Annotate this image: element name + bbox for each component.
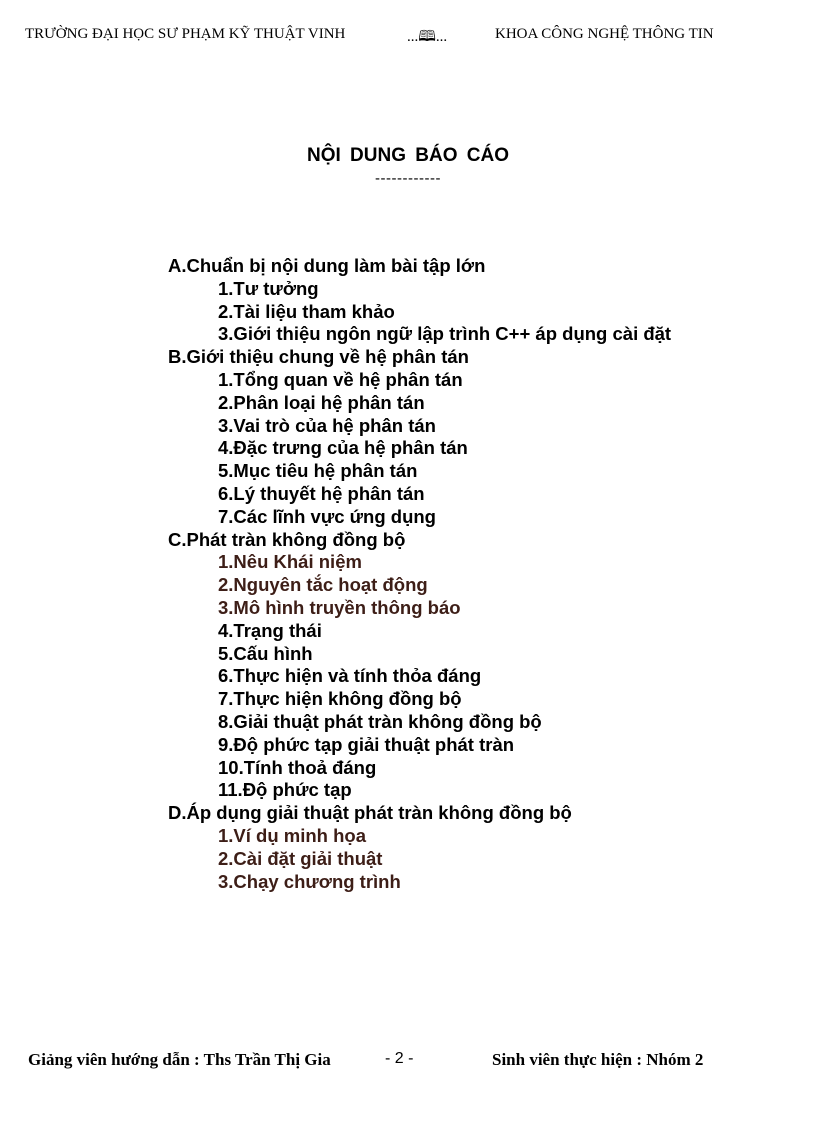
toc-item: 4.Trạng thái [218, 619, 322, 641]
toc-item: 1.Tổng quan về hệ phân tán [218, 368, 463, 390]
toc-item: 10.Tính thoả đáng [218, 756, 377, 778]
page-header [0, 26, 816, 50]
toc-section-heading: C.Phát tràn không đồng bộ [168, 528, 406, 550]
school-name: TRƯỜNG ĐẠI HỌC SƯ PHẠM KỸ THUẬT VINH [25, 26, 346, 42]
page-number: - 2 - [385, 1050, 414, 1067]
instructor-info: Giảng viên hướng dẫn : Ths Trần Thị Gia [28, 1050, 331, 1069]
toc-item: 7.Các lĩnh vực ứng dụng [218, 505, 436, 527]
toc-item: 1.Nêu Khái niệm [218, 551, 362, 573]
toc-item: 4.Đặc trưng của hệ phân tán [218, 437, 468, 459]
page-footer [0, 1050, 816, 1074]
toc-item: 2.Cài đặt giải thuật [218, 847, 383, 869]
toc-item: 3.Giới thiệu ngôn ngữ lập trình C++ áp dụng cài đặt [218, 323, 672, 345]
toc-item: 7.Thực hiện không đồng bộ [218, 688, 462, 710]
title-rule: ------------ [375, 170, 441, 187]
toc-item: 1.Ví dụ minh họa [218, 824, 367, 846]
students-info: Sinh viên thực hiện : Nhóm 2 [492, 1050, 704, 1069]
toc-item: 1.Tư tưởng [218, 277, 319, 299]
toc-item: 5.Cấu hình [218, 642, 313, 664]
toc-item: 5.Mục tiêu hệ phân tán [218, 460, 418, 482]
toc-section-heading: B.Giới thiệu chung về hệ phân tán [168, 346, 469, 368]
toc-section-heading: A.Chuẩn bị nội dung làm bài tập lớn [168, 255, 486, 276]
toc-item: 2.Tài liệu tham khảo [218, 300, 395, 322]
toc-item: 9.Độ phức tạp giải thuật phát tràn [218, 733, 515, 755]
toc-item: 3.Chạy chương trình [218, 870, 401, 892]
toc-section-heading: D.Áp dụng giải thuật phát tràn không đồng bộ [168, 802, 572, 824]
header-ornament: ...🕮... [407, 29, 448, 45]
toc-item: 2.Phân loại hệ phân tán [218, 391, 425, 413]
toc-item: 3.Mô hình truyền thông báo [218, 596, 461, 618]
toc-item: 2.Nguyên tắc hoạt động [218, 574, 428, 596]
toc-item: 11.Độ phức tạp [218, 779, 352, 801]
table-of-contents [168, 255, 671, 893]
faculty-name: KHOA CÔNG NGHỆ THÔNG TIN [495, 26, 714, 42]
toc-item: 6.Lý thuyết hệ phân tán [218, 482, 425, 504]
toc-item: 6.Thực hiện và tính thỏa đáng [218, 665, 482, 687]
toc-item: 8.Giải thuật phát tràn không đồng bộ [218, 710, 542, 732]
toc-item: 3.Vai trò của hệ phân tán [218, 414, 436, 436]
page-title: NỘI DUNG BÁO CÁO [307, 145, 509, 166]
